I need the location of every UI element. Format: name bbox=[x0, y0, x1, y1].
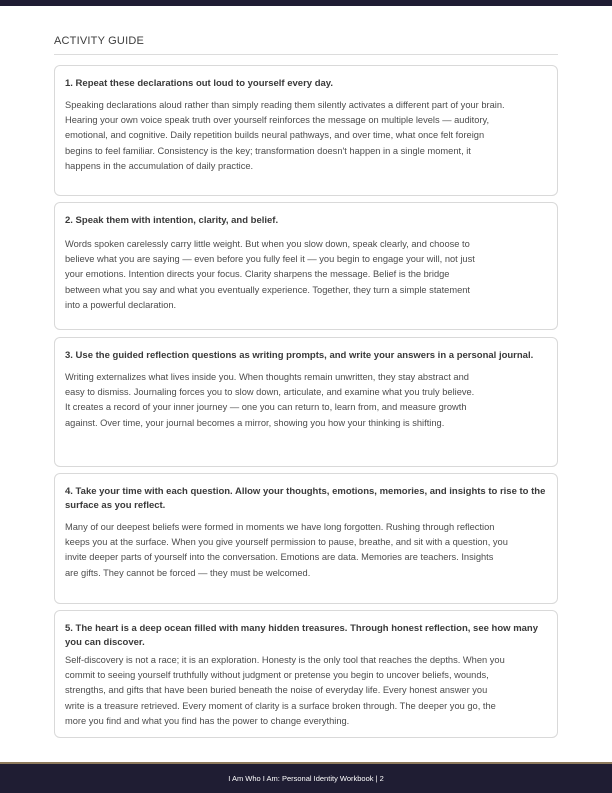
card-title: 5. The heart is a deep ocean filled with many hidden treasures. Through honest reflection, see how many you can discover. bbox=[65, 623, 539, 648]
card-body: Many of our deepest beliefs were formed in moments we have long forgotten. Rushing through reflection keeps you at the surface. When you give yourself permission to pause, breathe, and sit with a question, you invite deeper parts of yourself into the conversation. Emotions are data. Memories are teachers. Insights are gifts. They cannot be forced — they must be welcomed. bbox=[65, 522, 508, 578]
page-footer bbox=[0, 762, 612, 793]
card-body: Speaking declarations aloud rather than simply reading them silently activates a different part of your brain. Hearing your own voice speak truth over yourself reinforces the message on multiple levels — auditory, emotional, and cognitive. Daily repetition builds neural pathways, and over time, what once felt foreign begins to feel familiar. Consistency is the key; transformation doesn't happen in a single moment, it happens in the accumulation of daily practice. bbox=[65, 100, 505, 171]
top-accent-bar bbox=[0, 0, 612, 6]
activity-card-2 bbox=[54, 202, 558, 330]
card-title: 3. Use the guided reflection questions as writing prompts, and write your answers in a personal journal. bbox=[65, 350, 534, 361]
activity-card-1 bbox=[54, 65, 558, 196]
footer-text: I Am Who I Am: Personal Identity Workbook | 2 bbox=[228, 774, 384, 783]
card-title: 2. Speak them with intention, clarity, and belief. bbox=[65, 215, 279, 226]
card-title: 1. Repeat these declarations out loud to yourself every day. bbox=[65, 78, 334, 89]
card-body: Writing externalizes what lives inside you. When thoughts remain unwritten, they stay abstract and easy to dismiss. Journaling forces you to slow down, articulate, and examine what you truly believe. It creates a record of your inner journey — one you can return to, learn from, and measure growth against. Over time, your journal becomes a mirror, showing you how your thinking is shifting. bbox=[65, 372, 475, 428]
page-title: ACTIVITY GUIDE bbox=[54, 35, 144, 47]
page-header bbox=[54, 31, 558, 55]
card-title: 4. Take your time with each question. Allow your thoughts, emotions, memories, and insights to rise to the surface as you reflect. bbox=[65, 486, 546, 511]
activity-card-5 bbox=[54, 610, 558, 738]
card-body: Self-discovery is not a race; it is an exploration. Honesty is the only tool that reaches the depths. When you commit to seeing yourself truthfully without judgment or pretense you begin to uncover beliefs, wounds, strengths, and gifts that have been buried beneath the noise of everyday life. Every honest answer you write is a treasure retrieved. Every moment of clarity is a surface broken through. The deeper you go, the more you find and what you find has the power to change everything. bbox=[65, 655, 505, 726]
activity-card-4 bbox=[54, 473, 558, 604]
activity-card-3 bbox=[54, 337, 558, 467]
card-body: Words spoken carelessly carry little weight. But when you slow down, speak clearly, and choose to believe what you are saying — even before you fully feel it — you begin to engage your will, not just your emotions. Intention directs your focus. Clarity sharpens the message. Belief is the bridge between what you say and what you eventually experience. Together, they turn a simple statement into a powerful declaration. bbox=[65, 239, 475, 310]
